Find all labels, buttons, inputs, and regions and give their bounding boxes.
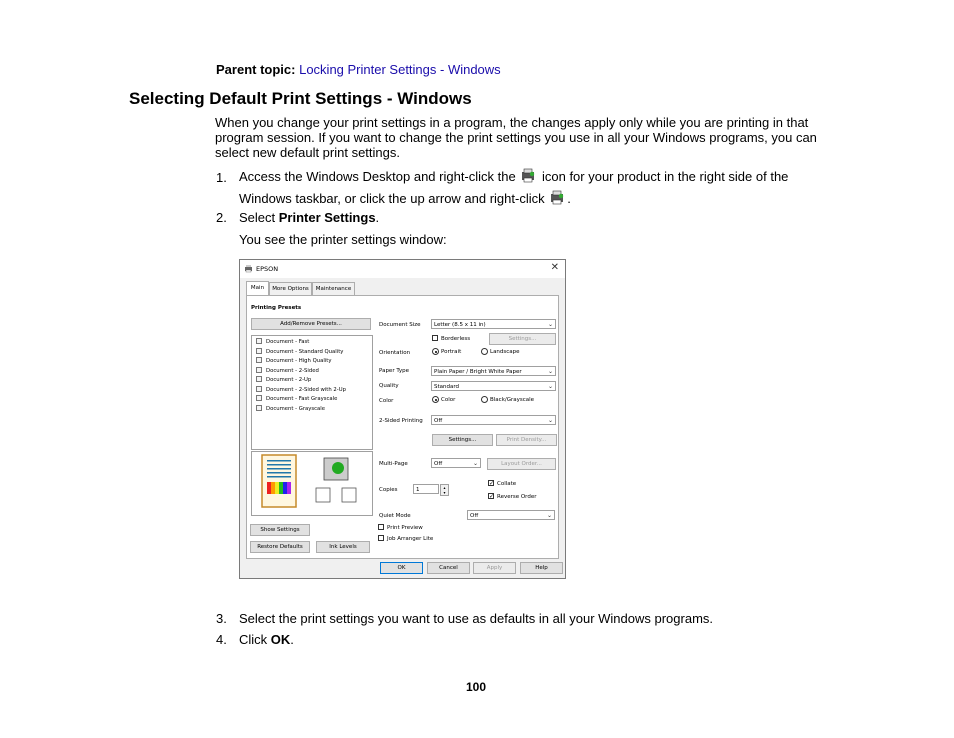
chevron-down-icon: ⌄ [547,417,553,424]
ink-levels-button[interactable]: Ink Levels [316,541,370,553]
print-preview-checkbox[interactable] [378,524,384,530]
printer-icon [244,264,253,275]
step-bold: OK [270,632,291,647]
chevron-down-icon: ⌄ [472,460,478,467]
presets-list [251,335,373,450]
step-text-part: Click [239,632,271,647]
printer-tray-icon [549,189,566,206]
document-icon [256,348,262,354]
preset-label: Document - High Quality [266,358,332,364]
printer-settings-dialog [239,259,566,579]
tab-main[interactable]: Main [246,281,269,296]
multipage-select[interactable] [431,458,481,468]
document-size-select[interactable] [431,319,556,329]
step-number: 3. [216,611,227,626]
two-sided-settings-button[interactable]: Settings... [432,434,493,446]
step-bold: Printer Settings [278,210,376,225]
parent-topic-link[interactable]: Locking Printer Settings - Windows [299,62,501,77]
document-icon [256,338,262,344]
preset-label: Document - Grayscale [266,405,326,412]
document-size-label: Document Size [379,322,421,328]
printer-tray-icon [520,167,537,184]
chevron-down-icon: ⌄ [547,368,553,375]
step-text-part: . [375,210,380,225]
tab-maintenance[interactable]: Maintenance [312,282,355,295]
step-note: You see the printer settings window: [239,232,447,247]
quiet-mode-select[interactable] [467,510,555,520]
color-radio[interactable] [432,396,439,403]
preset-label: Document - 2-Sided [266,367,319,374]
quality-label: Quality [379,383,399,389]
list-item[interactable] [256,338,309,345]
step-text-part: . [290,632,294,647]
step-text-part: Windows taskbar, or click the up arrow and right-click [239,191,545,206]
chevron-down-icon: ⌄ [547,321,553,328]
borderless-label: Borderless [441,336,471,342]
preset-label: Document - Fast Grayscale [266,396,338,402]
list-item[interactable] [256,357,332,364]
step-text-part: Select [239,210,279,225]
help-button[interactable]: Help [520,562,563,574]
quality-select[interactable] [431,381,556,391]
copies-label: Copies [379,487,398,493]
list-item[interactable] [256,386,346,393]
step-text-part: . [567,191,571,206]
step-number: 2. [216,210,227,225]
color-label: Color [379,398,394,404]
main-panel [246,295,559,559]
restore-defaults-button[interactable]: Restore Defaults [250,541,310,553]
list-item[interactable] [256,395,337,402]
reverse-order-checkbox[interactable]: ✓ [489,493,495,500]
tab-more-options[interactable]: More Options [269,282,312,295]
landscape-radio[interactable] [481,348,488,355]
add-remove-presets-button[interactable]: Add/Remove Presets... [251,318,371,330]
parent-topic-label: Parent topic: [216,62,296,77]
list-item[interactable] [256,376,311,383]
ok-button[interactable]: OK [380,562,423,574]
input-value: 1 [416,487,420,493]
document-icon [256,395,262,401]
page-number: 100 [466,680,487,694]
select-value: Off [470,513,479,519]
two-sided-label: 2-Sided Printing [379,418,423,424]
list-item[interactable] [256,367,319,374]
intro-paragraph: When you change your print settings in a program, the changes apply only while you are printing in that program session. If you want to change the print settings you use in all your Windows programs, you can select new default print settings. [215,115,817,160]
portrait-radio[interactable] [432,348,439,355]
settings-button-disabled[interactable]: Settings... [489,333,556,345]
copies-input[interactable] [413,484,439,494]
dialog-titlebar [240,260,565,278]
step-text [239,632,294,647]
show-settings-button[interactable]: Show Settings [250,524,310,536]
document-icon [256,386,262,392]
chevron-down-icon: ⌄ [547,383,553,390]
step-number: 1. [216,170,227,185]
select-value: Off [434,461,443,467]
step-text [239,210,379,225]
black-grayscale-label: Black/Grayscale [490,397,535,403]
chevron-down-icon: ⌄ [546,512,552,519]
select-value: Plain Paper / Bright White Paper [434,369,522,375]
multipage-label: Multi-Page [379,461,408,467]
select-value: Letter (8.5 x 11 in) [434,322,486,328]
two-sided-select[interactable] [431,415,556,425]
paper-type-label: Paper Type [379,368,409,374]
step-number: 4. [216,632,227,647]
landscape-label: Landscape [490,349,520,355]
step-text: Select the print settings you want to use as defaults in all your Windows programs. [239,611,714,626]
document-icon [256,367,262,373]
collate-label: Collate [497,481,517,487]
preset-label: Document - 2-Up [266,377,312,383]
job-arranger-checkbox[interactable] [378,535,384,541]
apply-button[interactable]: Apply [473,562,516,574]
cancel-button[interactable]: Cancel [427,562,470,574]
select-value: Standard [434,384,460,390]
collate-checkbox[interactable]: ✓ [489,480,495,487]
orientation-label: Orientation [379,350,411,356]
preset-label: Document - Fast [266,339,310,345]
page-title: Selecting Default Print Settings - Windows [129,89,472,108]
paper-type-select[interactable] [431,366,556,376]
preset-label: Document - Standard Quality [266,348,344,355]
job-arranger-label: Job Arranger Lite [387,536,434,542]
select-value: Off [434,418,443,424]
preset-label: Document - 2-Sided with 2-Up [266,386,346,393]
reverse-order-label: Reverse Order [497,494,537,500]
list-item[interactable] [256,405,325,412]
document-icon [256,405,262,411]
step-text [239,166,788,210]
document-icon [256,357,262,363]
quiet-mode-label: Quiet Mode [379,513,411,519]
layout-order-button[interactable]: Layout Order... [487,458,556,470]
print-preview-thumbnail [251,451,373,516]
copies-stepper[interactable]: ▴ ▾ [440,484,449,496]
step-text-part: icon for your product in the right side of the [541,169,789,184]
portrait-label: Portrait [441,349,462,355]
dialog-title: EPSON [256,265,279,273]
borderless-checkbox[interactable] [432,335,438,341]
preview-graphic [252,452,372,515]
color-option-label: Color [441,397,456,403]
close-icon[interactable]: ✕ [550,262,559,273]
list-item[interactable] [256,348,343,355]
document-icon [256,376,262,382]
printing-presets-heading: Printing Presets [251,305,302,311]
print-density-button[interactable]: Print Density... [496,434,557,446]
parent-topic [216,62,501,77]
step-text-part: Access the Windows Desktop and right-click the [239,169,516,184]
print-preview-label: Print Preview [387,525,423,531]
black-grayscale-radio[interactable] [481,396,488,403]
